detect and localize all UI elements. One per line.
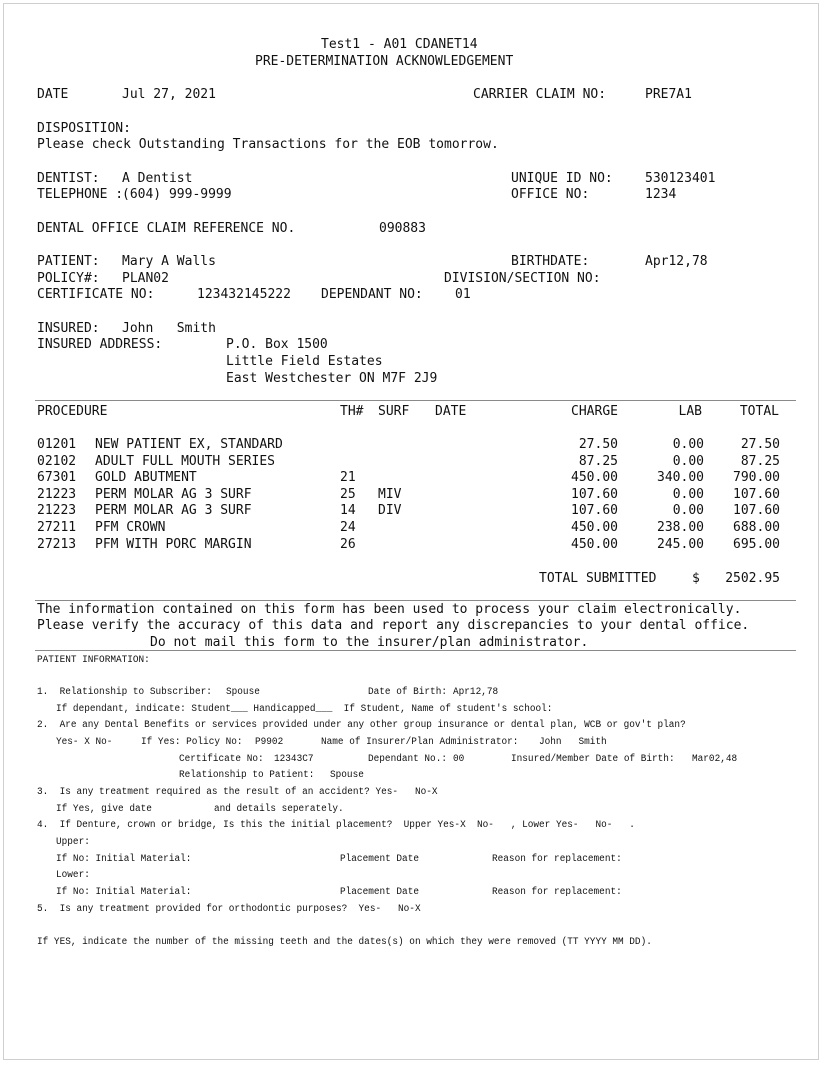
lab: 0.00 bbox=[672, 437, 704, 452]
col-header-date: DATE bbox=[435, 404, 467, 419]
dentist-name: A Dentist bbox=[122, 171, 193, 186]
dependant-label: DEPENDANT NO: bbox=[321, 287, 423, 302]
telephone-label: TELEPHONE : bbox=[37, 187, 124, 202]
lab: 245.00 bbox=[657, 537, 704, 552]
q2-dependant-label: Dependant No.: bbox=[368, 754, 447, 765]
q2-policy-value: P9902 bbox=[255, 737, 284, 748]
lab: 0.00 bbox=[672, 454, 704, 469]
procedure-code: 01201 bbox=[37, 437, 77, 452]
charge: 27.50 bbox=[578, 437, 618, 452]
procedure-code: 27211 bbox=[37, 520, 77, 535]
policy-value: PLAN02 bbox=[122, 271, 169, 286]
patient-info-heading: PATIENT INFORMATION: bbox=[37, 655, 150, 666]
procedure-code: 21223 bbox=[37, 503, 77, 518]
col-header-lab: LAB bbox=[678, 404, 702, 419]
q2-other-benefits: 2. Are any Dental Benefits or services provided under any other group insurance or dental plan, WCB or gov't plan? bbox=[37, 720, 686, 731]
total-submitted-value: 2502.95 bbox=[725, 571, 780, 586]
policy-label: POLICY#: bbox=[37, 271, 100, 286]
insured-address-line: Little Field Estates bbox=[226, 354, 383, 369]
row-total: 107.60 bbox=[733, 487, 780, 502]
q4-upper-initial-material: If No: Initial Material: bbox=[56, 854, 192, 865]
col-header-charge: CHARGE bbox=[571, 404, 618, 419]
procedure-description: ADULT FULL MOUTH SERIES bbox=[95, 454, 276, 469]
disposition-text: Please check Outstanding Transactions for the EOB tomorrow. bbox=[37, 137, 499, 152]
surface: DIV bbox=[378, 503, 402, 518]
row-total: 27.50 bbox=[740, 437, 780, 452]
q1-relationship-value: Spouse bbox=[226, 687, 260, 698]
notice-line: The information contained on this form has been used to process your claim electronically. bbox=[37, 602, 742, 617]
missing-teeth-note: If YES, indicate the number of the missing teeth and the dates(s) on which they were removed (TT YYYY MM DD). bbox=[37, 937, 652, 948]
q4-upper-reason: Reason for replacement: bbox=[492, 854, 622, 865]
q2-insurer-label: Name of Insurer/Plan Administrator: bbox=[321, 737, 519, 748]
certificate-label: CERTIFICATE NO: bbox=[37, 287, 155, 302]
lab: 238.00 bbox=[657, 520, 704, 535]
patient-label: PATIENT: bbox=[37, 254, 100, 269]
tooth-number: 25 bbox=[340, 487, 356, 502]
office-no-label: OFFICE NO: bbox=[511, 187, 590, 202]
q3-detail: If Yes, give date and details seperately. bbox=[56, 804, 344, 815]
office-claim-ref-label: DENTAL OFFICE CLAIM REFERENCE NO. bbox=[37, 221, 296, 236]
insured-address-line: East Westchester ON M7F 2J9 bbox=[226, 371, 438, 386]
q2-member-dob-value: Mar02,48 bbox=[692, 754, 738, 765]
notice-line: Please verify the accuracy of this data and report any discrepancies to your dental office. bbox=[37, 618, 750, 633]
charge: 107.60 bbox=[571, 503, 618, 518]
col-header-total: TOTAL bbox=[739, 404, 779, 419]
q3-accident: 3. Is any treatment required as the result of an accident? Yes- No-X bbox=[37, 787, 438, 798]
q4-upper: Upper: bbox=[56, 837, 90, 848]
birthdate-label: BIRTHDATE: bbox=[511, 254, 590, 269]
document-title: Test1 - A01 CDANET14 bbox=[321, 37, 478, 52]
procedure-description: PERM MOLAR AG 3 SURF bbox=[95, 487, 252, 502]
dentist-label: DENTIST: bbox=[37, 171, 100, 186]
tooth-number: 21 bbox=[340, 470, 356, 485]
q2-cert-label: Certificate No: bbox=[179, 754, 264, 765]
q1-dob-label: Date of Birth: bbox=[368, 687, 447, 698]
procedure-code: 27213 bbox=[37, 537, 77, 552]
procedure-code: 21223 bbox=[37, 487, 77, 502]
q2-yes-no: Yes- X No- bbox=[56, 737, 113, 748]
row-total: 790.00 bbox=[733, 470, 780, 485]
divider bbox=[35, 400, 796, 401]
row-total: 87.25 bbox=[740, 454, 780, 469]
q4-lower: Lower: bbox=[56, 870, 90, 881]
divider bbox=[35, 600, 796, 601]
q2-dependant-value: 00 bbox=[453, 754, 465, 765]
unique-id-value: 530123401 bbox=[645, 171, 716, 186]
procedure-code: 02102 bbox=[37, 454, 77, 469]
tooth-number: 24 bbox=[340, 520, 356, 535]
insured-name: John Smith bbox=[122, 321, 216, 336]
divider bbox=[35, 650, 796, 651]
q4-upper-placement-date: Placement Date bbox=[340, 854, 419, 865]
carrier-claim-value: PRE7A1 bbox=[645, 87, 692, 102]
unique-id-label: UNIQUE ID NO: bbox=[511, 171, 613, 186]
row-total: 107.60 bbox=[733, 503, 780, 518]
charge: 87.25 bbox=[578, 454, 618, 469]
lab: 0.00 bbox=[672, 503, 704, 518]
patient-name: Mary A Walls bbox=[122, 254, 216, 269]
office-no-value: 1234 bbox=[645, 187, 677, 202]
total-submitted-label: TOTAL SUBMITTED bbox=[539, 571, 657, 586]
charge: 450.00 bbox=[571, 470, 618, 485]
q5-orthodontic: 5. Is any treatment provided for orthodontic purposes? Yes- No-X bbox=[37, 904, 421, 915]
telephone-value: (604) 999-9999 bbox=[122, 187, 232, 202]
procedure-description: PFM WITH PORC MARGIN bbox=[95, 537, 252, 552]
q4-lower-placement-date: Placement Date bbox=[340, 887, 419, 898]
surface: MIV bbox=[378, 487, 402, 502]
certificate-value: 123432145222 bbox=[197, 287, 291, 302]
q1-dependant: If dependant, indicate: Student___ Handicapped___ If Student, Name of student's school: bbox=[56, 704, 553, 715]
carrier-claim-label: CARRIER CLAIM NO: bbox=[473, 87, 607, 102]
procedure-description: GOLD ABUTMENT bbox=[95, 470, 197, 485]
charge: 450.00 bbox=[571, 520, 618, 535]
q4-lower-reason: Reason for replacement: bbox=[492, 887, 622, 898]
procedure-description: PFM CROWN bbox=[95, 520, 166, 535]
q4-initial-placement: 4. If Denture, crown or bridge, Is this the initial placement? Upper Yes-X No- , Lower Yes- No- . bbox=[37, 820, 635, 831]
q1-dob-value: Apr12,78 bbox=[453, 687, 499, 698]
q1-relationship: 1. Relationship to Subscriber: bbox=[37, 687, 212, 698]
charge: 107.60 bbox=[571, 487, 618, 502]
insured-address-line: P.O. Box 1500 bbox=[226, 337, 328, 352]
date-value: Jul 27, 2021 bbox=[122, 87, 216, 102]
procedure-code: 67301 bbox=[37, 470, 77, 485]
insured-address-label: INSURED ADDRESS: bbox=[37, 337, 163, 352]
date-label: DATE bbox=[37, 87, 69, 102]
dependant-value: 01 bbox=[455, 287, 471, 302]
lab: 340.00 bbox=[657, 470, 704, 485]
disposition-label: DISPOSITION: bbox=[37, 121, 131, 136]
q2-cert-value: 12343C7 bbox=[274, 754, 314, 765]
tooth-number: 14 bbox=[340, 503, 356, 518]
division-label: DIVISION/SECTION NO: bbox=[444, 271, 601, 286]
document-subtitle: PRE-DETERMINATION ACKNOWLEDGEMENT bbox=[255, 54, 514, 69]
procedure-description: PERM MOLAR AG 3 SURF bbox=[95, 503, 252, 518]
q4-lower-initial-material: If No: Initial Material: bbox=[56, 887, 192, 898]
q2-relationship-value: Spouse bbox=[330, 770, 364, 781]
row-total: 688.00 bbox=[733, 520, 780, 535]
birthdate-value: Apr12,78 bbox=[645, 254, 708, 269]
col-header-tooth: TH# bbox=[340, 404, 364, 419]
charge: 450.00 bbox=[571, 537, 618, 552]
q2-relationship-label: Relationship to Patient: bbox=[179, 770, 315, 781]
lab: 0.00 bbox=[672, 487, 704, 502]
total-currency: $ bbox=[692, 571, 700, 586]
procedure-description: NEW PATIENT EX, STANDARD bbox=[95, 437, 283, 452]
tooth-number: 26 bbox=[340, 537, 356, 552]
insured-label: INSURED: bbox=[37, 321, 100, 336]
q2-policy-label: If Yes: Policy No: bbox=[141, 737, 243, 748]
notice-line: Do not mail this form to the insurer/plan administrator. bbox=[150, 635, 589, 650]
q2-member-dob-label: Insured/Member Date of Birth: bbox=[511, 754, 675, 765]
q2-insurer-value: John Smith bbox=[539, 737, 607, 748]
office-claim-ref-value: 090883 bbox=[379, 221, 426, 236]
col-header-surface: SURF bbox=[378, 404, 410, 419]
col-header-procedure: PROCEDURE bbox=[37, 404, 108, 419]
row-total: 695.00 bbox=[733, 537, 780, 552]
